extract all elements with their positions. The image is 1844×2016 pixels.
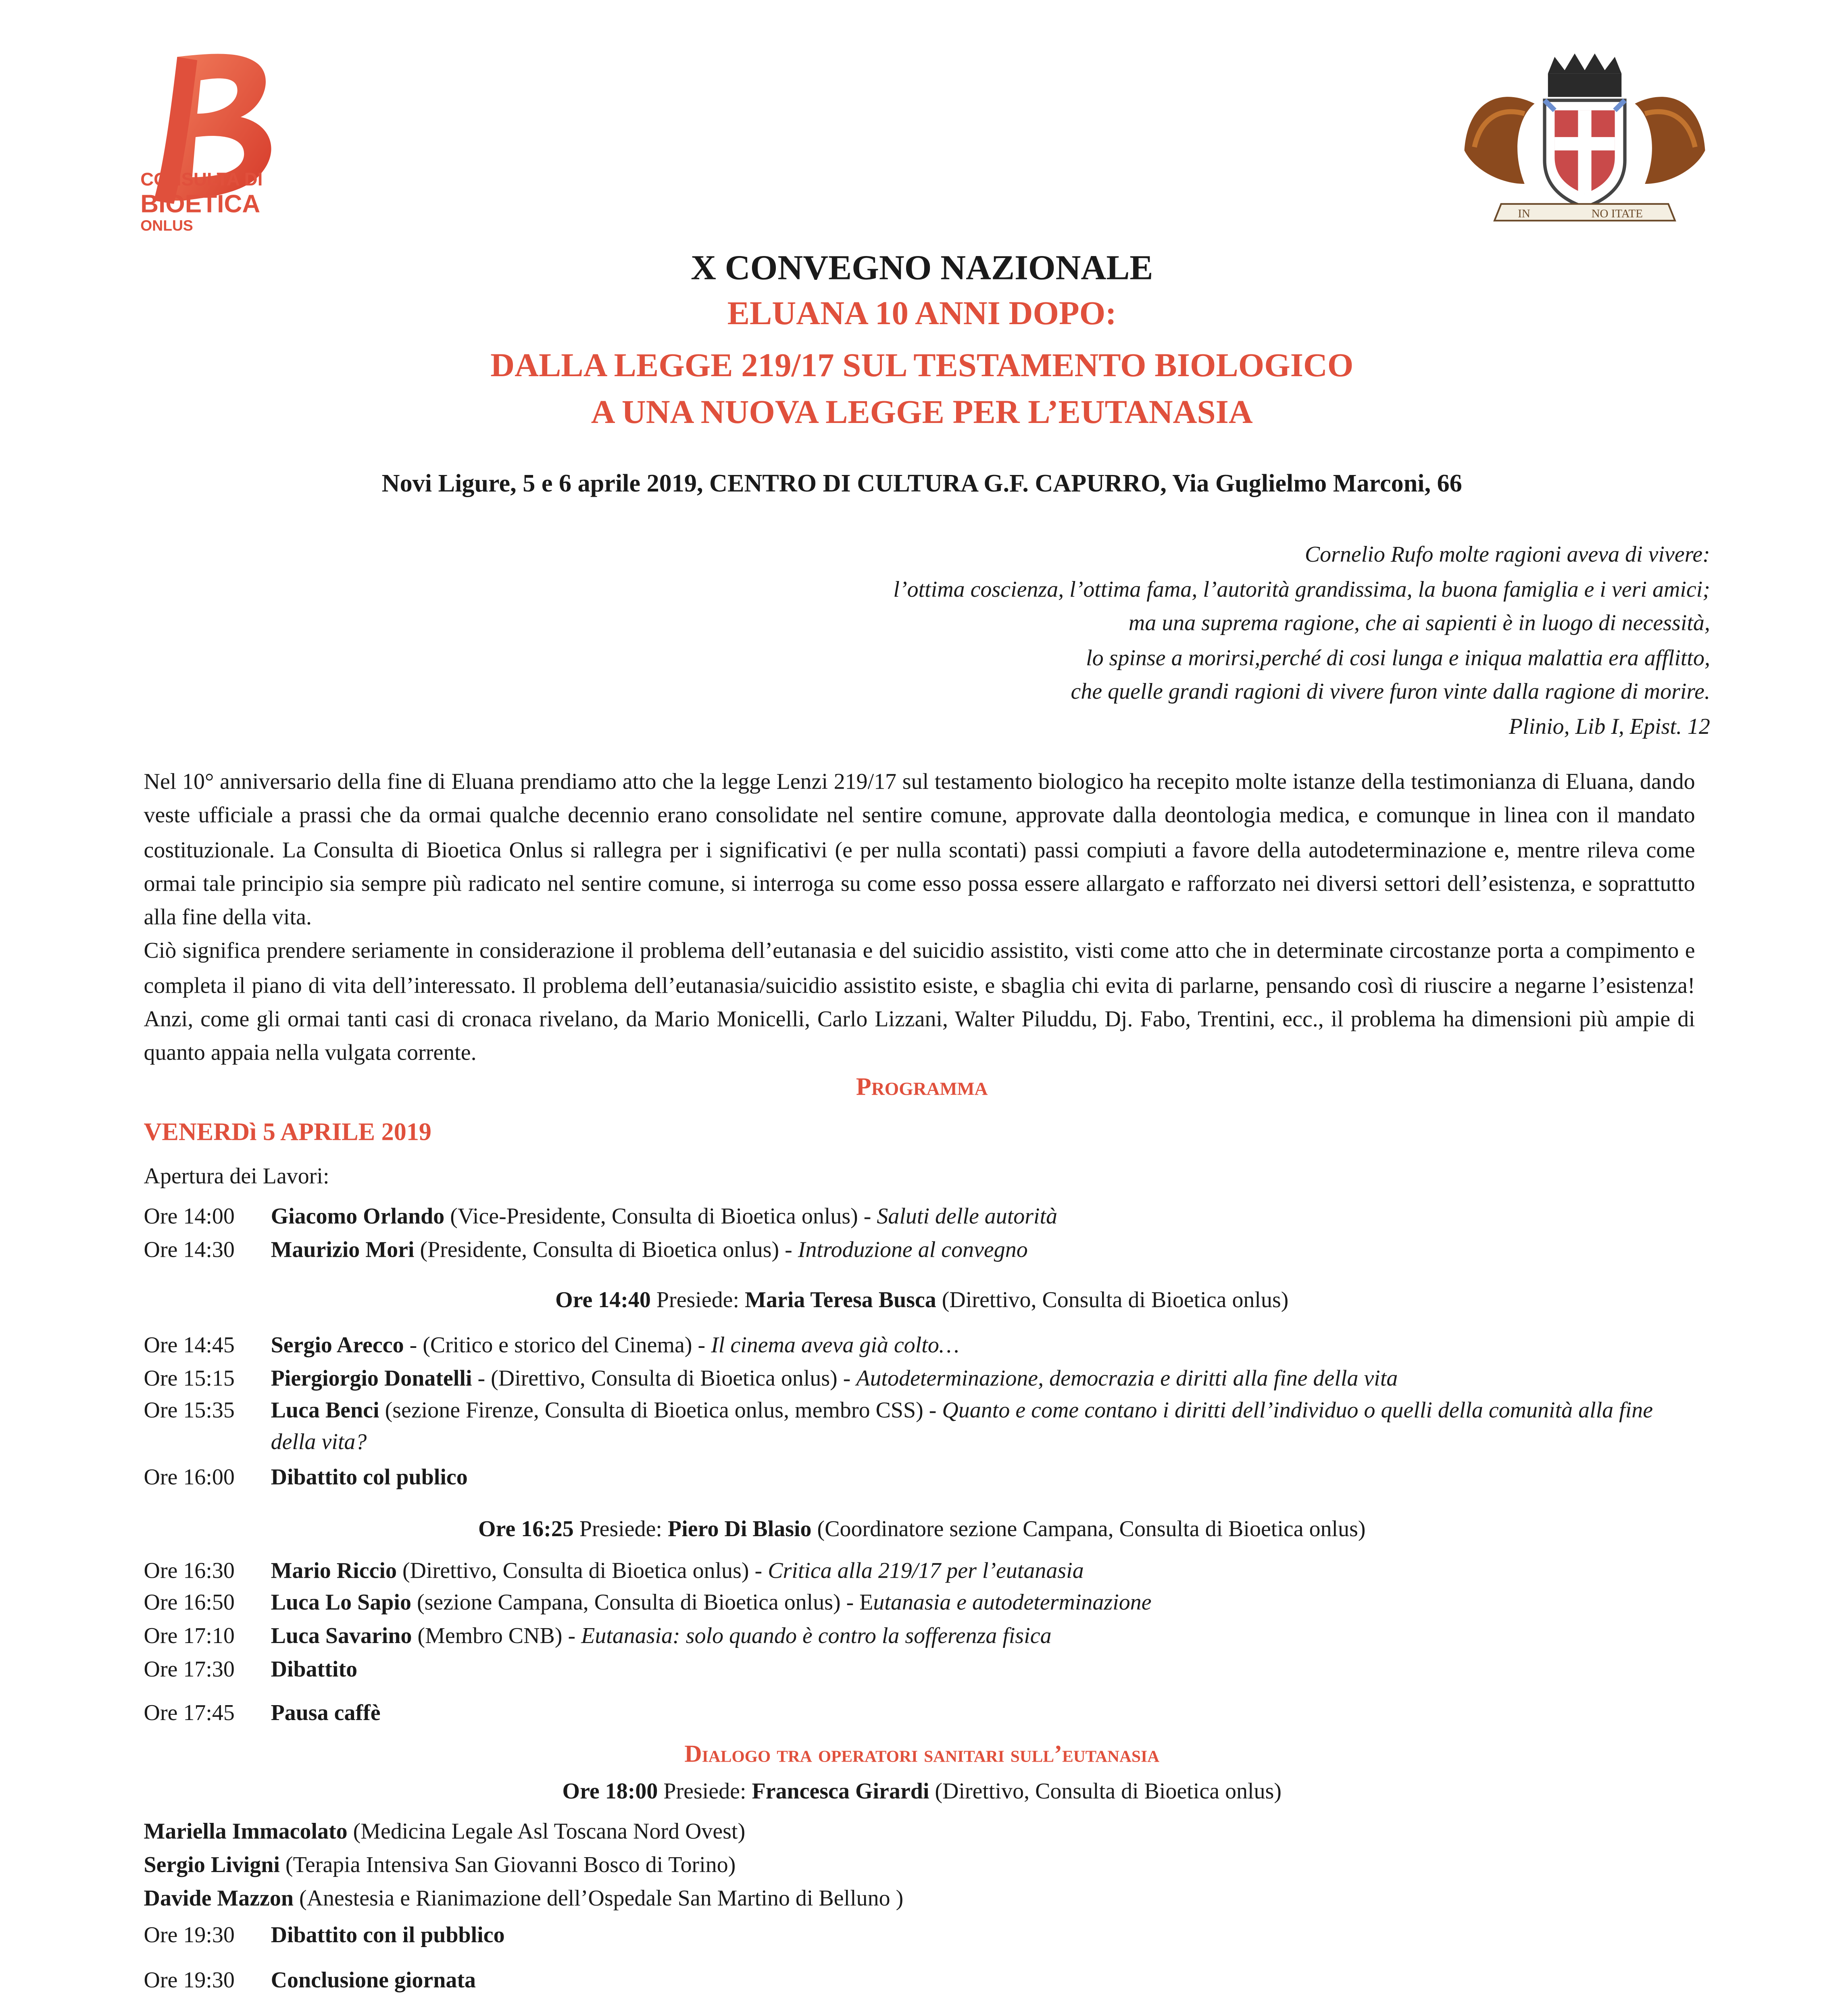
- panelist-role: (Medicina Legale Asl Toscana Nord Ovest): [347, 1818, 746, 1844]
- role: (Presidente, Consulta di Bioetica onlus) -: [414, 1237, 798, 1262]
- programma-title: Programma: [856, 1075, 988, 1102]
- time: Ore 17:10: [144, 1623, 235, 1648]
- venue-line: Novi Ligure, 5 e 6 aprile 2019, CENTRO DI CULTURA G.F. CAPURRO, Via Guglielmo Marconi, 66: [381, 471, 1462, 498]
- role: (Vice-Presidente, Consulta di Bioetica onlus) -: [444, 1203, 877, 1229]
- chair-label: Presiede:: [658, 1778, 752, 1804]
- panelist: Davide Mazzon: [144, 1885, 294, 1911]
- speaker: Pausa caffè: [271, 1700, 381, 1725]
- topic: Introduzione al convegno: [798, 1237, 1028, 1262]
- chair-role: (Direttivo, Consulta di Bioetica onlus): [929, 1778, 1282, 1804]
- topic: Il cinema aveva già colto…: [711, 1332, 959, 1358]
- intro-text: [144, 766, 1695, 1071]
- schedule-row: [144, 1362, 1398, 1394]
- consulta-logo: [140, 47, 291, 247]
- role: - (Critico e storico del Cinema) -: [404, 1332, 711, 1358]
- role: (sezione Firenze, Consulta di Bioetica onlus, membro CSS) -: [379, 1397, 942, 1422]
- speaker: Dibattito: [271, 1656, 358, 1682]
- speaker: Dibattito con il pubblico: [271, 1922, 505, 1947]
- speaker: Conclusione giornata: [271, 1967, 476, 1993]
- panel-row: [144, 1882, 904, 1914]
- time: Ore 17:30: [144, 1656, 235, 1682]
- speaker: Luca Savarino: [271, 1623, 412, 1648]
- time: Ore 16:30: [144, 1558, 235, 1583]
- conference-title: X CONVEGNO NAZIONALE: [691, 247, 1153, 288]
- chair-name: Maria Teresa Busca: [745, 1287, 936, 1312]
- chair-row: [0, 1779, 1844, 1805]
- coat-of-arms-icon: [1451, 50, 1718, 234]
- topic: Eutanasia: solo quando è contro la sofferenza fisica: [581, 1623, 1052, 1648]
- time: Ore 16:00: [144, 1464, 235, 1489]
- speaker: Maurizio Mori: [271, 1237, 415, 1262]
- panelist-role: (Terapia Intensiva San Giovanni Bosco di Torino): [279, 1852, 736, 1877]
- apertura-label: Apertura dei Lavori:: [144, 1163, 329, 1189]
- time: Ore 19:30: [144, 1967, 235, 1993]
- schedule-row: [144, 1329, 959, 1361]
- chair-role: (Coordinatore sezione Campana, Consulta di Bioetica onlus): [811, 1516, 1366, 1541]
- header: [0, 248, 1844, 435]
- chair-row: [0, 1516, 1844, 1543]
- dialogo-heading: [0, 1740, 1844, 1770]
- conference-line4: A UNA NUOVA LEGGE PER L’EUTANASIA: [591, 394, 1253, 431]
- quote-attribution: Plinio, Lib I, Epist. 12: [1509, 713, 1710, 738]
- coat-of-arms: [1451, 50, 1718, 234]
- panel-row: [144, 1815, 746, 1847]
- time: Ore 14:45: [144, 1332, 235, 1358]
- topic: Saluti delle autorità: [877, 1203, 1058, 1229]
- time: Ore 15:15: [144, 1365, 235, 1391]
- logo-line2: BIOETICA: [140, 190, 260, 219]
- chair-label: Presiede:: [573, 1516, 668, 1541]
- time: Ore 14:00: [144, 1203, 235, 1229]
- schedule-row: [144, 1620, 1052, 1652]
- speaker: Sergio Arecco: [271, 1332, 404, 1358]
- quote-line: che quelle grandi ragioni di vivere furon vinte dalla ragione di morire.: [1071, 679, 1710, 704]
- logo-line3: ONLUS: [140, 217, 193, 234]
- schedule-row: [144, 1200, 1058, 1232]
- topic: Critica alla 219/17 per l’eutanasia: [768, 1558, 1084, 1583]
- day1-heading: VENERDì 5 APRILE 2019: [144, 1120, 432, 1147]
- schedule-row: [144, 1461, 468, 1493]
- quote-line: lo spinse a morirsi,perché di cosi lunga e iniqua malattia era afflitto,: [1086, 644, 1710, 670]
- schedule-row: [144, 1233, 1028, 1265]
- panelist-role: (Anestesia e Rianimazione dell’Ospedale San Martino di Belluno ): [294, 1885, 904, 1911]
- pliny-quote: [893, 538, 1710, 744]
- panel-row: [144, 1849, 736, 1881]
- programma-heading: [0, 1073, 1844, 1103]
- topic: utanasia e autodeterminazione: [873, 1589, 1152, 1615]
- speaker: Luca Benci: [271, 1397, 379, 1422]
- chair-role: (Direttivo, Consulta di Bioetica onlus): [936, 1287, 1289, 1312]
- speaker: Piergiorgio Donatelli: [271, 1365, 472, 1391]
- speaker: Dibattito col publico: [271, 1464, 468, 1489]
- schedule-row: [144, 1586, 1152, 1618]
- time: Ore 17:45: [144, 1700, 235, 1725]
- speaker: Giacomo Orlando: [271, 1203, 445, 1229]
- intro-paragraph-1: Nel 10° anniversario della fine di Eluana prendiamo atto che la legge Lenzi 219/17 sul testamento biologico ha recepito molte istanze della testimonianza di Eluana, dando veste ufficiale a prassi che da ormai qualche decennio erano consolidate nel sentire comune, approvate dalla deontologia medica, e comunque in linea con il mandato costituzionale. La Consulta di Bioetica Onlus si rallegra per i significativi (e per nulla scontati) passi compiuti a favore della autodeterminazione e, mentre rileva come ormai tale principio sia sempre più radicato nel sentire comune, si interroga su come esso possa essere allargato e rafforzato nei diversi settori dell’esistenza, e soprattutto alla fine della vita.: [144, 768, 1695, 930]
- topic: Quanto e come contano i diritti dell’individuo o quelli della comunità alla fine della vita?: [271, 1397, 1653, 1454]
- schedule-row: [144, 1394, 1692, 1458]
- schedule-row: [144, 1653, 358, 1685]
- topic: Autodeterminazione, democrazia e diritti alla fine della vita: [856, 1365, 1398, 1391]
- speaker: Mario Riccio: [271, 1558, 397, 1583]
- schedule-row: [144, 1919, 505, 1951]
- time: Ore 16:50: [144, 1589, 235, 1615]
- time: Ore 15:35: [144, 1397, 235, 1422]
- chair-time: Ore 18:00: [562, 1778, 658, 1804]
- conference-subtitle: ELUANA 10 ANNI DOPO:: [727, 296, 1117, 333]
- schedule-row: [144, 1554, 1084, 1586]
- chair-time: Ore 14:40: [555, 1287, 651, 1312]
- quote-line: l’ottima coscienza, l’ottima fama, l’autorità grandissima, la buona famiglia e i veri amici;: [893, 576, 1710, 601]
- crest-motto-right: NO ITATE: [1591, 207, 1643, 220]
- chair-row: [0, 1287, 1844, 1314]
- speaker: Luca Lo Sapio: [271, 1589, 411, 1615]
- role: (Direttivo, Consulta di Bioetica onlus) -: [396, 1558, 768, 1583]
- intro-paragraph-2: Ciò significa prendere seriamente in considerazione il problema dell’eutanasia e del suicidio assistito, visti come atto che in determinate circostanze porta a compimento e completa il piano di vita dell’interessato. Il problema dell’eutanasia/suicidio assistito esiste, e sbaglia chi evita di parlarne, pensando così di riuscire a negarne l’esistenza! Anzi, come gli ormai tanti casi di cronaca rivelano, da Mario Monicelli, Carlo Lizzani, Walter Piluddu, Dj. Fabo, Trentini, ecc., il problema ha dimensioni più ampie di quanto appaia nella vulgata corrente.: [144, 938, 1695, 1066]
- conference-line3: DALLA LEGGE 219/17 SUL TESTAMENTO BIOLOGICO: [490, 348, 1354, 385]
- role: (Membro CNB) -: [412, 1623, 581, 1648]
- logo-line1: CONSULTA DI: [140, 170, 263, 191]
- quote-line: Cornelio Rufo molte ragioni aveva di vivere:: [1304, 541, 1710, 567]
- crest-motto-left: IN: [1518, 207, 1530, 220]
- role: (sezione Campana, Consulta di Bioetica onlus) - E: [411, 1589, 873, 1615]
- panelist: Sergio Livigni: [144, 1852, 280, 1877]
- time: Ore 14:30: [144, 1237, 235, 1262]
- chair-time: Ore 16:25: [478, 1516, 574, 1541]
- schedule-row: [144, 1964, 476, 1996]
- dialogo-title: Dialogo tra operatori sanitari sull’eutanasia: [684, 1741, 1160, 1769]
- chair-name: Piero Di Blasio: [668, 1516, 812, 1541]
- chair-name: Francesca Girardi: [752, 1778, 929, 1804]
- chair-label: Presiede:: [650, 1287, 745, 1312]
- schedule-row: [144, 1697, 381, 1729]
- time: Ore 19:30: [144, 1922, 235, 1947]
- panelist: Mariella Immacolato: [144, 1818, 348, 1844]
- quote-line: ma una suprema ragione, che ai sapienti è in luogo di necessità,: [1128, 610, 1710, 635]
- role: - (Direttivo, Consulta di Bioetica onlus) -: [472, 1365, 856, 1391]
